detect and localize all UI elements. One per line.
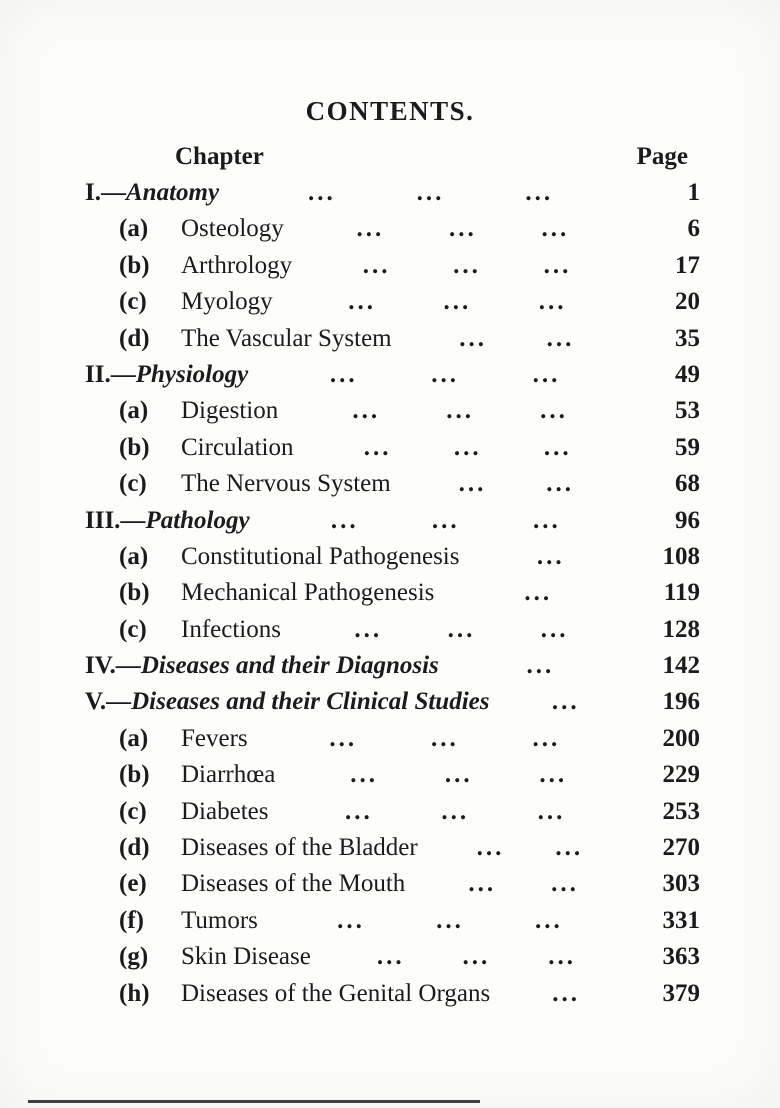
toc-sub-row <box>85 215 700 251</box>
toc-sub-row <box>85 579 700 615</box>
entry-label: V.— <box>85 688 132 716</box>
entry-title: Arthrology <box>181 251 293 279</box>
entry-label: (a) <box>119 215 149 243</box>
dot-leader <box>391 470 642 498</box>
entry-label: (b) <box>119 251 150 279</box>
dot-leader-group: ... <box>535 906 563 934</box>
toc-sub-row <box>85 834 700 870</box>
toc-sub-row <box>85 798 700 834</box>
dot-leader-group: ... <box>551 870 579 898</box>
entry-title: Myology <box>181 288 273 316</box>
entry-title: Constitutional Pathogenesis <box>181 542 460 570</box>
toc-chapter-row <box>85 688 700 724</box>
dot-leader-group: ... <box>446 397 474 425</box>
toc-sub-row <box>85 725 700 761</box>
entry-title: Digestion <box>181 397 279 425</box>
dot-leader-group: ... <box>447 615 476 643</box>
entry-title: Diseases of the Bladder <box>181 834 418 862</box>
toc-sub-row <box>85 470 700 506</box>
entry-title: Diseases and their Clinical Studies <box>131 688 490 716</box>
entry-page-number: 200 <box>662 724 700 752</box>
dot-leader <box>248 725 642 753</box>
entry-label: (b) <box>119 761 150 789</box>
dot-leader <box>275 761 642 789</box>
toc-sub-row <box>85 397 700 433</box>
dot-leader-group: ... <box>532 360 561 388</box>
entry-title: Mechanical Pathogenesis <box>181 579 435 607</box>
dot-leader <box>490 980 642 1008</box>
toc-sub-row <box>85 288 700 324</box>
dot-leader-group: ... <box>548 943 577 971</box>
toc-list <box>0 175 780 1016</box>
dot-leader-group: ... <box>329 360 358 388</box>
dot-leader-group: ... <box>453 251 481 279</box>
entry-page-number: 363 <box>662 943 700 971</box>
dot-leader-group: ... <box>532 724 561 752</box>
entry-title: Diseases of the Genital Organs <box>181 979 491 1007</box>
entry-title: Diseases of the Mouth <box>181 870 406 898</box>
dot-leader-group: ... <box>376 943 405 971</box>
dot-leader <box>219 179 642 207</box>
dot-leader-group: ... <box>526 652 555 680</box>
entry-page-number: 142 <box>662 652 700 680</box>
dot-leader-group: ... <box>444 761 473 789</box>
toc-sub-row <box>85 980 700 1016</box>
dot-leader <box>459 543 642 571</box>
dot-leader-group: ... <box>352 397 381 425</box>
dot-leader <box>311 943 642 971</box>
entry-page-number: 128 <box>662 615 700 643</box>
toc-chapter-row <box>85 179 700 215</box>
entry-page-number: 108 <box>662 542 700 570</box>
entry-title: Diseases and their Diagnosis <box>140 652 439 680</box>
entry-page-number: 35 <box>675 324 700 352</box>
toc-sub-row <box>85 907 700 943</box>
dot-leader-group: ... <box>458 470 487 498</box>
dot-leader-group: ... <box>541 215 570 243</box>
dot-leader <box>248 361 642 389</box>
entry-title: Pathology <box>145 506 250 534</box>
entry-label: IV.— <box>85 652 141 680</box>
dot-leader-group: ... <box>540 397 568 425</box>
entry-page-number: 119 <box>663 579 700 607</box>
entry-page-number: 6 <box>687 215 700 243</box>
entry-title: Skin Disease <box>181 943 311 971</box>
entry-label: (a) <box>119 542 149 570</box>
toc-sub-row <box>85 870 700 906</box>
dot-leader <box>392 325 642 353</box>
dot-leader-group: ... <box>436 906 464 934</box>
dot-leader-group: ... <box>449 215 477 243</box>
entry-title: Osteology <box>181 215 284 243</box>
entry-page-number: 1 <box>687 179 700 206</box>
entry-label: (b) <box>119 433 150 461</box>
dot-leader-group: ... <box>543 433 572 461</box>
dot-leader-group: ... <box>524 579 553 607</box>
toc-sub-row <box>85 943 700 979</box>
dot-leader-group: ... <box>476 834 505 862</box>
dot-leader-group: ... <box>431 360 459 388</box>
entry-title: Diabetes <box>181 797 269 825</box>
entry-page-number: 17 <box>675 251 700 279</box>
dot-leader-group: ... <box>348 288 376 316</box>
dot-leader <box>278 397 642 425</box>
entry-title: Infections <box>181 615 281 643</box>
toc-sub-row <box>85 616 700 652</box>
dot-leader-group: ... <box>453 433 482 461</box>
entry-page-number: 303 <box>662 870 700 898</box>
dot-leader <box>418 834 642 862</box>
dot-leader-group: ... <box>431 506 460 534</box>
entry-page-number: 53 <box>675 397 700 425</box>
dot-leader-group: ... <box>540 615 569 643</box>
dot-leader-group: ... <box>441 797 470 825</box>
dot-leader-group: ... <box>537 797 566 825</box>
scan-artifact-line <box>28 1100 480 1103</box>
toc-chapter-row <box>85 652 700 688</box>
entry-page-number: 229 <box>662 761 700 789</box>
entry-label: I.— <box>85 179 126 206</box>
entry-label: (a) <box>119 724 149 752</box>
entry-title: The Nervous System <box>181 470 391 498</box>
dot-leader <box>292 252 642 280</box>
dot-leader <box>489 688 642 716</box>
toc-sub-row <box>85 434 700 470</box>
toc-chapter-row <box>85 361 700 397</box>
entry-label: (d) <box>119 324 150 352</box>
entry-label: (h) <box>119 979 150 1007</box>
dot-leader-group: ... <box>307 179 336 206</box>
dot-leader-group: ... <box>525 179 554 206</box>
dot-leader <box>273 288 642 316</box>
dot-leader-group: ... <box>330 506 359 534</box>
entry-title: Tumors <box>181 906 258 934</box>
dot-leader-group: ... <box>363 433 392 461</box>
entry-page-number: 20 <box>675 288 700 316</box>
dot-leader <box>284 215 642 243</box>
dot-leader-group: ... <box>543 251 572 279</box>
dot-leader-group: ... <box>552 979 580 1007</box>
dot-leader-group: ... <box>354 615 383 643</box>
entry-title: Physiology <box>135 360 249 388</box>
entry-label: (c) <box>119 470 147 498</box>
entry-page-number: 253 <box>662 797 700 825</box>
entry-label: (c) <box>119 288 147 316</box>
dot-leader <box>293 434 642 462</box>
dot-leader <box>439 652 642 680</box>
dot-leader-group: ... <box>459 324 487 352</box>
toc-sub-row <box>85 325 700 361</box>
dot-leader-group: ... <box>337 906 365 934</box>
entry-title: The Vascular System <box>181 324 392 352</box>
entry-label: (a) <box>119 397 149 425</box>
entry-label: (f) <box>119 906 144 934</box>
dot-leader <box>268 798 642 826</box>
dot-leader-group: ... <box>532 506 561 534</box>
dot-leader-group: ... <box>539 761 568 789</box>
dot-leader-group: ... <box>546 324 575 352</box>
dot-leader-group: ... <box>362 251 391 279</box>
dot-leader-group: ... <box>468 870 497 898</box>
entry-page-number: 331 <box>662 906 700 934</box>
column-header-page: Page <box>636 143 688 170</box>
dot-leader-group: ... <box>345 797 373 825</box>
toc-sub-row <box>85 252 700 288</box>
dot-leader-group: ... <box>350 761 378 789</box>
dot-leader-group: ... <box>555 834 584 862</box>
entry-label: (c) <box>119 615 147 643</box>
toc-sub-row <box>85 761 700 797</box>
toc-chapter-row <box>85 507 700 543</box>
dot-leader <box>434 579 642 607</box>
entry-page-number: 68 <box>675 470 700 498</box>
entry-page-number: 196 <box>662 688 700 716</box>
entry-page-number: 270 <box>662 834 700 862</box>
dot-leader-group: ... <box>329 724 358 752</box>
dot-leader <box>281 616 642 644</box>
dot-leader-group: ... <box>538 288 567 316</box>
page-title: CONTENTS. <box>305 96 475 126</box>
dot-leader <box>250 507 642 535</box>
dot-leader-group: ... <box>536 542 565 570</box>
dot-leader-group: ... <box>443 288 472 316</box>
dot-leader-group: ... <box>546 470 575 498</box>
dot-leader-group: ... <box>356 215 385 243</box>
entry-title: Fevers <box>181 724 248 752</box>
toc-sub-row <box>85 543 700 579</box>
entry-label: (e) <box>119 870 147 898</box>
dot-leader-group: ... <box>462 943 491 971</box>
dot-leader-group: ... <box>430 724 459 752</box>
dot-leader <box>258 907 642 935</box>
column-header-chapter: Chapter <box>175 143 264 170</box>
toc-column-headers <box>0 127 780 175</box>
entry-label: (b) <box>119 579 150 607</box>
entry-label: (c) <box>119 797 147 825</box>
entry-page-number: 49 <box>675 360 700 388</box>
entry-label: II.— <box>85 360 136 388</box>
entry-label: (g) <box>119 943 149 971</box>
dot-leader-group: ... <box>551 688 580 716</box>
entry-title: Anatomy <box>125 179 220 206</box>
entry-page-number: 59 <box>675 433 700 461</box>
entry-label: III.— <box>85 506 146 534</box>
entry-page-number: 379 <box>662 979 700 1007</box>
entry-title: Diarrhœa <box>181 761 276 789</box>
entry-title: Circulation <box>181 433 294 461</box>
entry-page-number: 96 <box>675 506 700 534</box>
dot-leader <box>405 870 642 898</box>
entry-label: (d) <box>119 834 150 862</box>
dot-leader-group: ... <box>416 179 445 206</box>
